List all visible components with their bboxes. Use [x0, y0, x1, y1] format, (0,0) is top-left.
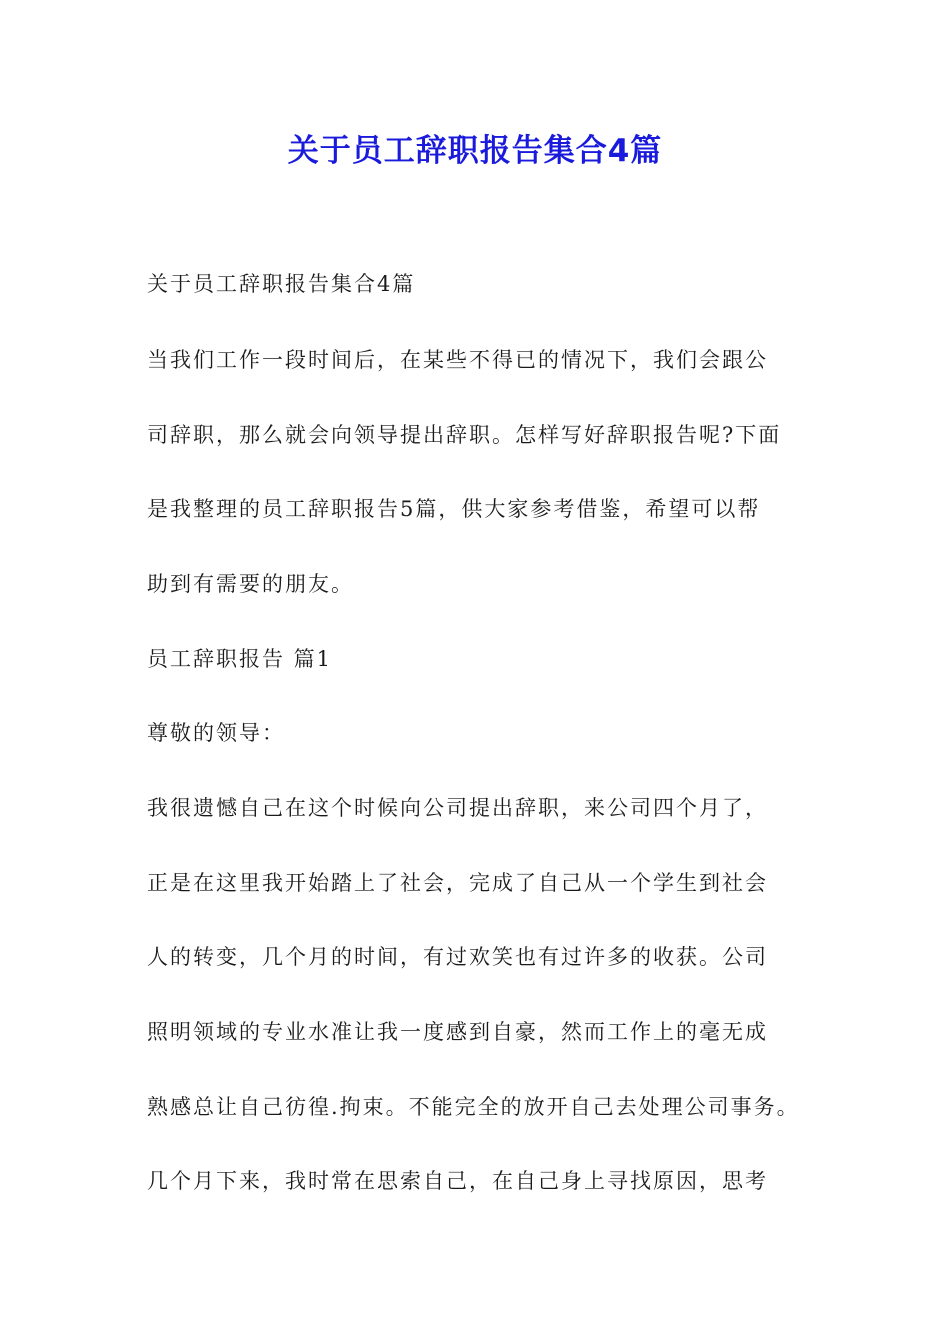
- paragraph-line: 当我们工作一段时间后，在某些不得已的情况下，我们会跟公: [147, 348, 768, 372]
- paragraph-line: 助到有需要的朋友。: [147, 572, 354, 596]
- paragraph-line: 几个月下来，我时常在思索自己，在自己身上寻找原因，思考: [147, 1169, 768, 1193]
- document-title: 关于员工辞职报告集合4篇: [287, 133, 663, 169]
- paragraph-line: 人的转变，几个月的时间，有过欢笑也有过许多的收获。公司: [147, 945, 768, 969]
- paragraph-line: 照明领域的专业水准让我一度感到自豪，然而工作上的毫无成: [147, 1020, 768, 1044]
- subtitle-line: 关于员工辞职报告集合4篇: [147, 272, 416, 296]
- paragraph-line: 正是在这里我开始踏上了社会，完成了自己从一个学生到社会: [147, 871, 768, 895]
- paragraph-line: 是我整理的员工辞职报告5篇，供大家参考借鉴，希望可以帮: [147, 497, 761, 521]
- section-heading: 员工辞职报告 篇1: [147, 647, 333, 671]
- paragraph-line: 司辞职，那么就会向领导提出辞职。怎样写好辞职报告呢?下面: [147, 423, 782, 447]
- paragraph-line: 熟感总让自己彷徨.拘束。不能完全的放开自己去处理公司事务。: [147, 1095, 800, 1119]
- paragraph-line: 我很遗憾自己在这个时候向公司提出辞职，来公司四个月了，: [147, 796, 768, 820]
- salutation-line: 尊敬的领导：: [147, 721, 285, 745]
